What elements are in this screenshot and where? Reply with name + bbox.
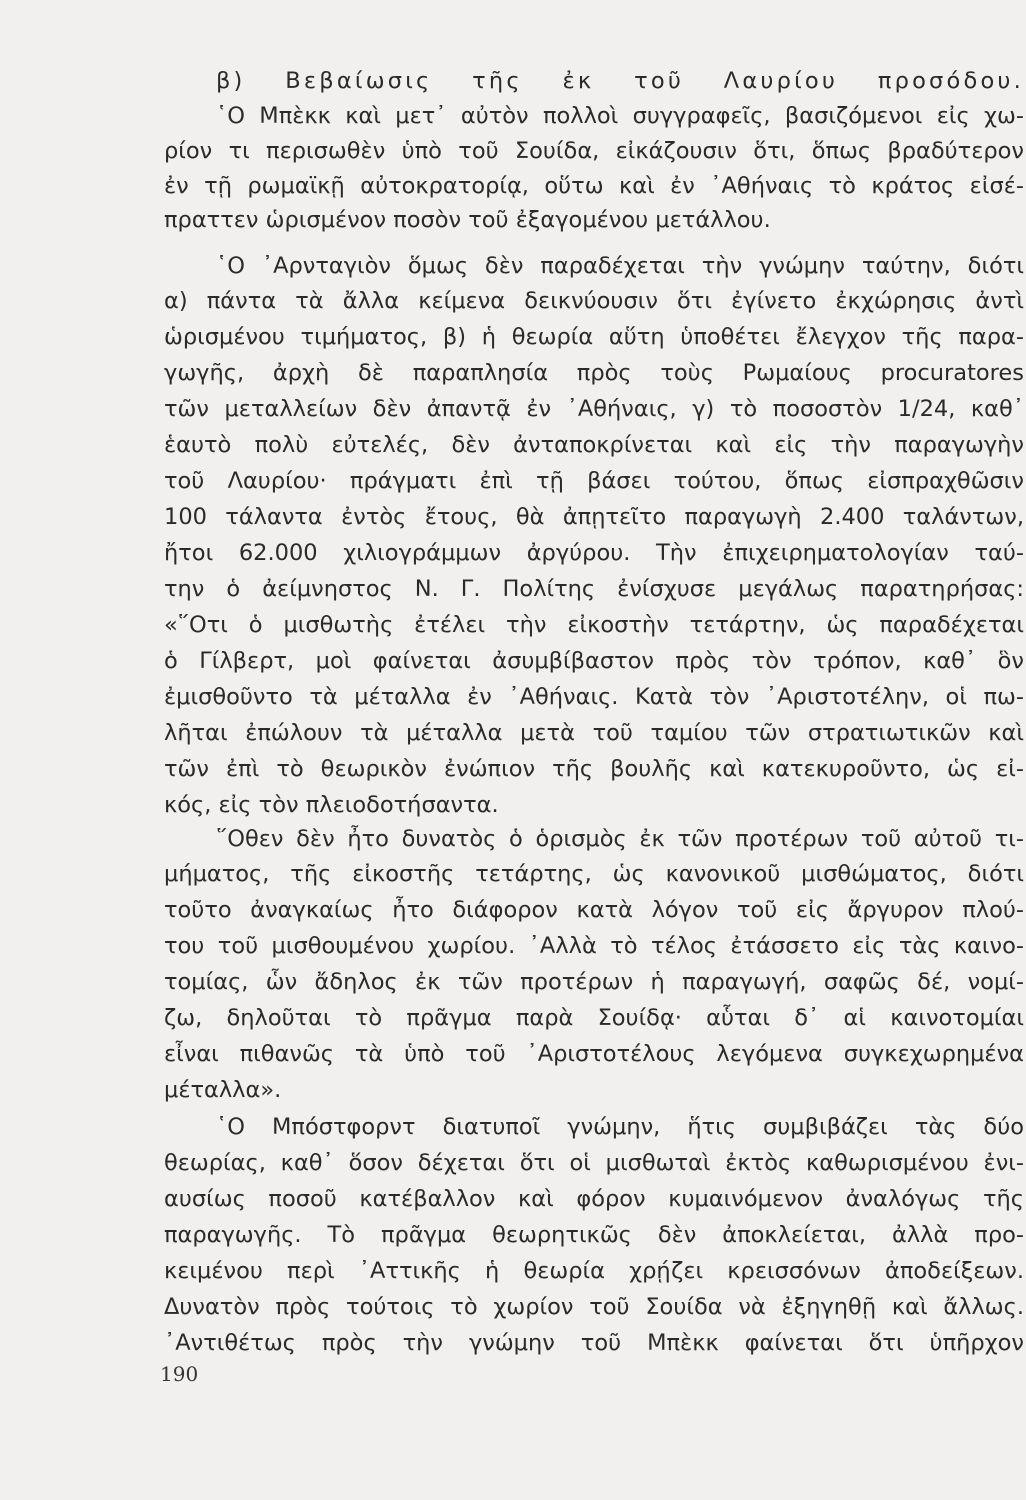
text-line: αυσίως ποσοῦ κατέβαλλον καὶ φόρον κυμαινόμενον ἀναλόγως τῆς	[164, 1186, 1024, 1212]
text-line: «῞Οτι ὁ μισθωτὴς ἐτέλει τὴν εἰκοστὴν τετάρτην, ὡς παραδέχεται	[164, 612, 1024, 638]
text-line: πραττεν ὡρισμένον ποσὸν τοῦ ἐξαγομένου μετάλλου.	[164, 207, 771, 233]
text-line: γωγῆς, ἀρχὴ δὲ παραπλησία πρὸς τοὺς Ρωμαίους procuratores	[164, 360, 1024, 386]
text-line: λῆται ἐπώλουν τὰ μέταλλα μετὰ τοῦ ταμίου τῶν στρατιωτικῶν καὶ	[164, 720, 1024, 746]
text-line: ἐμισθοῦντο τὰ μέταλλα ἐν ᾿Αθήναις. Κατὰ τὸν ᾿Αριστοτέλην, οἱ πω-	[164, 684, 1024, 710]
text-line: ζω, δηλοῦται τὸ πρᾶγμα παρὰ Σουίδᾳ· αὗται δ᾽ αἱ καινοτομίαι	[164, 1005, 1024, 1031]
text-line: μήματος, τῆς εἰκοστῆς τετάρτης, ὡς κανονικοῦ μισθώματος, διότι	[164, 861, 1024, 887]
text-line: ἐν τῇ ρωμαϊκῇ αὐτοκρατορίᾳ, οὕτω καὶ ἐν ᾿Αθήναις τὸ κράτος εἰσέ-	[164, 173, 1024, 199]
text-line: ῾Ο Μπὲκκ καὶ μετ᾽ αὐτὸν πολλοὶ συγγραφεῖς, βασιζόμενοι εἰς χω-	[216, 103, 1024, 129]
text-line: κειμένου περὶ ᾿Αττικῆς ἡ θεωρία χρῄζει κρεισσόνων ἀποδείξεων.	[164, 1258, 1024, 1284]
text-line: εἶναι πιθανῶς τὰ ὑπὸ τοῦ ᾿Αριστοτέλους λεγόμενα συγκεχωρημένα	[164, 1041, 1024, 1067]
text-line: του τοῦ μισθουμένου χωρίου. ᾿Αλλὰ τὸ τέλος ἐτάσσετο εἰς τὰς καινο-	[164, 933, 1024, 959]
text-line: τομίας, ὧν ἄδηλος ἐκ τῶν προτέρων ἡ παραγωγή, σαφῶς δέ, νομί-	[164, 969, 1024, 995]
text-line: ᾿Αντιθέτως πρὸς τὴν γνώμην τοῦ Μπὲκκ φαίνεται ὅτι ὑπῆρχον	[164, 1330, 1024, 1356]
text-line: 100 τάλαντα ἐντὸς ἔτους, θὰ ἀπῃτεῖτο παραγωγὴ 2.400 ταλάντων,	[164, 504, 1024, 530]
text-line: ῾Ο Μπόστφορντ διατυποῖ γνώμην, ἥτις συμβιβάζει τὰς δύο	[216, 1114, 1024, 1140]
text-line: τοῦ Λαυρίου· πράγματι ἐπὶ τῇ βάσει τούτου, ὅπως εἰσπραχθῶσιν	[164, 468, 1024, 494]
text-line: παραγωγῆς. Τὸ πρᾶγμα θεωρητικῶς δὲν ἀποκλείεται, ἀλλὰ προ-	[164, 1222, 1024, 1248]
section-heading: β) Βεβαίωσις τῆς ἐκ τοῦ Λαυρίου προσόδου.	[216, 68, 1024, 94]
text-line: ρίον τι περισωθὲν ὑπὸ τοῦ Σουίδα, εἰκάζουσιν ὅτι, ὅπως βραδύτερον	[164, 138, 1024, 164]
text-line: την ὁ ἀείμνηστος Ν. Γ. Πολίτης ἐνίσχυσε μεγάλως παρατηρήσας:	[164, 576, 1024, 602]
text-line: θεωρίας, καθ᾽ ὅσον δέχεται ὅτι οἱ μισθωταὶ ἐκτὸς καθωρισμένου ἐνι-	[164, 1150, 1024, 1176]
text-line: ἤτοι 62.000 χιλιογράμμων ἀργύρου. Τὴν ἐπιχειρηματολογίαν ταύ-	[164, 540, 1024, 566]
text-line: α) πάντα τὰ ἄλλα κείμενα δεικνύουσιν ὅτι ἐγίνετο ἐκχώρησις ἀντὶ	[164, 288, 1024, 314]
text-line: τῶν μεταλλείων δὲν ἀπαντᾷ ἐν ᾿Αθήναις, γ) τὸ ποσοστὸν 1/24, καθ᾽	[164, 396, 1024, 422]
text-line: ῞Οθεν δὲν ἦτο δυνατὸς ὁ ὁρισμὸς ἐκ τῶν προτέρων τοῦ αὐτοῦ τι-	[216, 826, 1024, 852]
page-number: 190	[160, 1362, 199, 1386]
text-line: ὁ Γίλβερτ, μοὶ φαίνεται ἀσυμβίβαστον πρὸς τὸν τρόπον, καθ᾽ ὃν	[164, 648, 1024, 674]
text-line: τῶν ἐπὶ τὸ θεωρικὸν ἐνώπιον τῆς βουλῆς καὶ κατεκυροῦντο, ὡς εἰ-	[164, 756, 1024, 782]
text-line: ὡρισμένου τιμήματος, β) ἡ θεωρία αὕτη ὑποθέτει ἔλεγχον τῆς παρα-	[164, 324, 1024, 350]
text-line: κός, εἰς τὸν πλειοδοτήσαντα.	[164, 792, 499, 818]
text-line: Δυνατὸν πρὸς τούτοις τὸ χωρίον τοῦ Σουίδα νὰ ἐξηγηθῇ καὶ ἄλλως.	[164, 1294, 1024, 1320]
text-line: μέταλλα».	[164, 1077, 282, 1103]
text-line: ἑαυτὸ πολὺ εὐτελές, δὲν ἀνταποκρίνεται καὶ εἰς τὴν παραγωγὴν	[164, 432, 1024, 458]
text-line: τοῦτο ἀναγκαίως ἦτο διάφορον κατὰ λόγον τοῦ εἰς ἄργυρον πλού-	[164, 897, 1024, 923]
text-line: ῾Ο ᾿Αρνταγιὸν ὅμως δὲν παραδέχεται τὴν γνώμην ταύτην, διότι	[216, 253, 1024, 279]
